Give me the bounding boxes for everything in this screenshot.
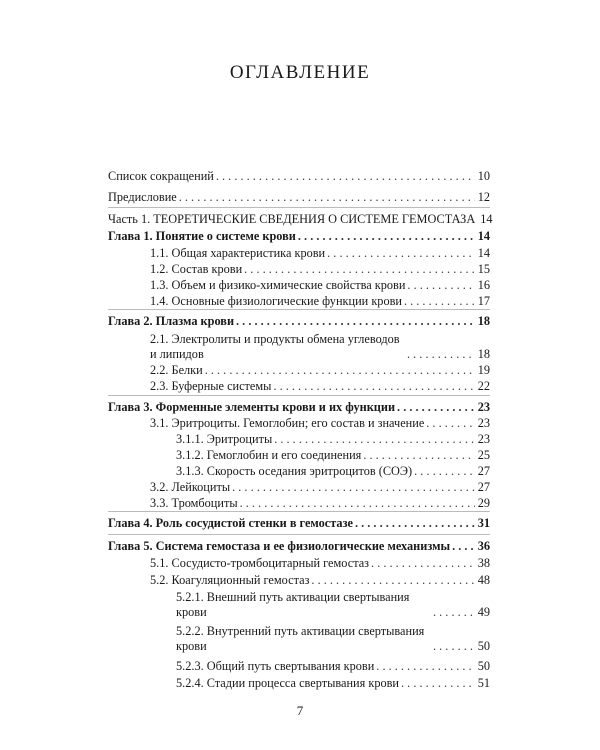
toc-entry[interactable] <box>150 328 490 362</box>
toc-entry-page: 14 <box>480 212 493 226</box>
toc-entry-page: 51 <box>477 676 490 690</box>
toc-entry-page: 48 <box>477 573 490 587</box>
toc-entry-text: 2.3. Буферные системы <box>150 379 272 393</box>
toc-entry[interactable] <box>176 656 490 674</box>
toc-entry-text: Глава 5. Система гемостаза и ее физиологические механизмы <box>108 539 451 553</box>
toc-entry-text: 5.1. Сосудисто-тромбоцитарный гемостаз <box>150 556 370 570</box>
toc-entry-text: Список сокращений <box>108 169 214 183</box>
dot-leader <box>376 659 474 674</box>
toc-entry-page: 14 <box>477 246 490 260</box>
dot-leader <box>240 496 475 511</box>
toc-entry-page: 23 <box>477 416 490 430</box>
toc-entry-text: 5.2.4. Стадии процесса свертывания крови <box>176 676 400 690</box>
toc-entry-text: 3.1. Эритроциты. Гемоглобин; его состав и значение <box>150 416 425 430</box>
toc-entry-page: 50 <box>477 639 490 653</box>
toc-entry[interactable] <box>108 209 493 227</box>
section-divider <box>108 511 490 512</box>
toc-entry[interactable] <box>150 553 490 571</box>
toc-entry[interactable] <box>176 673 490 691</box>
toc-entry-text: 5.2.1. Внешний путь активации свертывания крови <box>176 590 410 619</box>
toc-entry-text: Глава 4. Роль сосудистой стенки в гемостазе <box>108 516 353 530</box>
toc-entry-page: 17 <box>477 294 490 308</box>
toc-entry-text: 1.4. Основные физиологические функции крови <box>150 294 402 308</box>
dot-leader <box>355 516 475 531</box>
toc-entry-page: 36 <box>477 539 490 553</box>
toc-entry-text: Предисловие <box>108 190 177 204</box>
toc-entry-page: 23 <box>477 400 490 414</box>
toc-entry-text: 1.3. Объем и физико-химические свойства крови <box>150 278 406 292</box>
toc-entry[interactable] <box>108 166 490 184</box>
toc-entry[interactable] <box>176 586 490 620</box>
toc-entry-text: 3.1.2. Гемоглобин и его соединения <box>176 448 362 462</box>
toc-entry-page: 29 <box>477 496 490 510</box>
toc-entry-page: 38 <box>477 556 490 570</box>
toc-entry-page: 22 <box>477 379 490 393</box>
toc-entry-text: 2.1. Электролиты и продукты обмена углеводов и липидов <box>150 332 400 361</box>
toc-entry-page: 31 <box>477 516 490 530</box>
toc-entry[interactable] <box>108 187 490 205</box>
toc-entry-text: 1.2. Состав крови <box>150 262 243 276</box>
section-divider <box>108 395 490 396</box>
page-number: 7 <box>296 703 304 718</box>
toc-chapter[interactable] <box>108 311 490 329</box>
dot-leader <box>236 314 475 329</box>
dot-leader <box>371 556 475 571</box>
dot-leader <box>298 229 475 244</box>
toc-entry-page: 16 <box>477 278 490 292</box>
toc-entry-page: 49 <box>477 605 490 619</box>
toc-entry-text: 3.1.1. Эритроциты <box>176 432 273 446</box>
toc-entry-page: 18 <box>477 314 490 328</box>
toc-entry-text: 5.2. Коагуляционный гемостаз <box>150 573 310 587</box>
dot-leader <box>216 169 475 184</box>
toc-entry-page: 10 <box>477 169 490 183</box>
dot-leader <box>433 605 475 620</box>
toc-entry[interactable] <box>150 291 490 309</box>
toc-entry-text: 2.2. Белки <box>150 363 203 377</box>
toc-entry-text: Глава 1. Понятие о системе крови <box>108 229 296 243</box>
toc-entry[interactable] <box>176 620 490 654</box>
toc-entry-text: 1.1. Общая характеристика крови <box>150 246 326 260</box>
toc-entry-text: Часть 1. ТЕОРЕТИЧЕСКИЕ СВЕДЕНИЯ О СИСТЕМЕ ГЕМОСТАЗА <box>108 212 476 226</box>
dot-leader <box>404 294 475 309</box>
toc-entry[interactable] <box>150 493 490 511</box>
toc-entry-page: 12 <box>477 190 490 204</box>
toc-entry-page: 14 <box>477 229 490 243</box>
toc-chapter[interactable] <box>108 536 490 554</box>
toc-chapter[interactable] <box>108 513 490 531</box>
section-divider <box>108 207 490 208</box>
toc-entry-page: 27 <box>477 464 490 478</box>
toc-entry-page: 50 <box>477 659 490 673</box>
section-divider <box>108 309 490 310</box>
toc-entry-page: 23 <box>477 432 490 446</box>
dot-leader <box>179 190 475 205</box>
toc-title: ОГЛАВЛЕНИЕ <box>229 62 371 83</box>
dot-leader <box>273 379 474 394</box>
toc-entry-text: 5.2.3. Общий путь свертывания крови <box>176 659 375 673</box>
toc-entry-text: 3.2. Лейкоциты <box>150 480 231 494</box>
toc-entry-page: 18 <box>477 347 490 361</box>
toc-entry-text: 3.1.3. Скорость оседания эритроцитов (СОЭ) <box>176 464 413 478</box>
toc-entry-page: 19 <box>477 363 490 377</box>
toc-entry-text: Глава 3. Форменные элементы крови и их функции <box>108 400 396 414</box>
toc-entry[interactable] <box>150 376 490 394</box>
toc-entry-text: 5.2.2. Внутренний путь активации свертывания крови <box>176 624 425 653</box>
toc-entry-text: Глава 2. Плазма крови <box>108 314 235 328</box>
toc-entry-page: 27 <box>477 480 490 494</box>
toc-entry-text: 3.3. Тромбоциты <box>150 496 238 510</box>
toc-entry-page: 25 <box>477 448 490 462</box>
toc-entry-page: 15 <box>477 262 490 276</box>
dot-leader <box>433 639 475 654</box>
section-divider <box>108 534 490 535</box>
dot-leader <box>401 676 475 691</box>
dot-leader <box>452 539 475 554</box>
toc-chapter[interactable] <box>108 226 490 244</box>
